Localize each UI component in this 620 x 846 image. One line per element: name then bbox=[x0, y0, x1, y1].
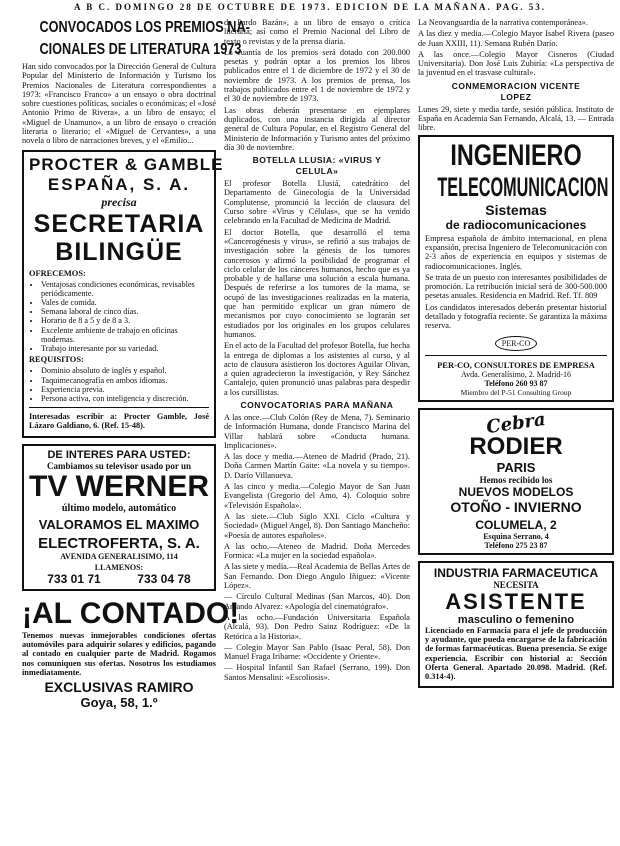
werner-company: ELECTROFERTA, S. A. bbox=[38, 534, 200, 552]
premios-continuation: de Pardo Bazán», a un libro de ensayo o crítica literaria; así como el Premio Nacional del Libro de texto o revistas y de la prensa diaria. bbox=[224, 18, 410, 46]
list-item: • Semana laboral de cinco días. bbox=[41, 307, 209, 316]
botella-p1: El profesor Botella Llusiá, catedrático del Departamento de Ginecología de la Universidad Complutense, pronunció la lección de clausura del Curso sobre «Virus y Células», que se ha venido celebrando en la Facultad de Medicina de Madrid. bbox=[224, 179, 410, 226]
procter-ofrecemos-label: OFRECEMOS: bbox=[29, 268, 86, 278]
rodier-ad bbox=[418, 408, 614, 555]
contado-title: ¡AL CONTADO! bbox=[22, 596, 240, 630]
perco-consultora: PER-CO, CONSULTORES DE EMPRESA bbox=[437, 359, 595, 370]
column-right bbox=[418, 18, 614, 694]
list-item: • Vales de comida. bbox=[41, 298, 209, 307]
procter-reqs-list bbox=[29, 366, 209, 403]
perco-member: Miembro del P-51 Consulting Group bbox=[460, 387, 572, 397]
divider bbox=[29, 407, 209, 408]
convocatoria-item: A las once.—Club Colón (Rey de Mena, 7). Seminario de Información Humana, donde Francisco Marina del Villar hablará sobre «Conducta humana. Implicaciones». bbox=[224, 412, 410, 450]
ingeniero-p1: Empresa española de ámbito internacional, en plena expansión, precisa Ingeniero de Telecomunicación con 2-3 años de experiencia en equipos y sistemas de radiocomunicaciones. Inglés. bbox=[425, 233, 607, 271]
list-item: • Trabajo interesante por su variedad. bbox=[41, 344, 209, 353]
procter-role-line-2: BILINGÜE bbox=[55, 237, 183, 266]
convocatoria-item: A las doce y media.—Ateneo de Madrid (Prado, 21). Doña Carmen Martín Gaite: «La novela y su tiempo». D. Darío Villanueva. bbox=[224, 452, 410, 480]
premios-cuantia: La cuantía de los premios será dotado con 200.000 pesetas y podrán optar a los premios los libros publicados entre el 1 de diciembre de 1972 y el 30 de noviembre de 1973. A los premios de prensa, los trabajos publicados entre el 1 de noviembre de 1972 y el 30 de noviembre de 1973. bbox=[224, 47, 410, 104]
convocatoria-item: A las cinco y media.—Colegio Mayor de San Juan Evangelista (Gregorio del Amo, 4). Coloquio sobre «Televisión Española». bbox=[224, 482, 410, 510]
procter-offers-list bbox=[29, 280, 209, 354]
botella-p3: En el acto de la Facultad del profesor Botella, fue hecha la entrega de diplomas a los asistentes al curso, y al acto de clausura asistieron los doctores Aguilar Olivan, a quien agradecieron la investigación, y Rey Sánchez Cantalejo, quien pronunció unas palabras para despedir a los cursillistas. bbox=[224, 341, 410, 397]
industria-necesita: NECESITA bbox=[493, 579, 539, 590]
contado-address: Goya, 58, 1.º bbox=[80, 695, 158, 711]
cebra-logo: Cebra bbox=[485, 408, 547, 438]
convocatoria-item: A las once.—Colegio Mayor Cisneros (Ciudad Universitaria). Don José Luis Zubiría: «La perspectiva de la juventud en el trasvase cultural». bbox=[418, 49, 614, 78]
procter-contact: Interesadas escribir a: Procter Gamble, José Lázaro Galdiano, 6. (Ref. 15-48). bbox=[29, 412, 209, 431]
rodier-phone: Teléfono 275 23 87 bbox=[484, 540, 548, 550]
werner-address: AVENIDA GENERALISIMO, 114 bbox=[60, 551, 178, 561]
contado-body: Tenemos nuevas inmejorables condiciones ofertas automóviles para adquirir solares y edificios, pagando al contado en cualquier parte de Madrid. Rogamos nos comuniquen sus ofertas. Nosotros los estudiamos inmediatamente. bbox=[22, 630, 216, 677]
industria-body: Licenciado en Farmacia para el jefe de producción y ayudante, que pueda encargarse de la fabricación de formas farmacéuticas. Buena presencia. Se exige experiencia. Escribir con historial a: Sección Oferta General. Apartado 20.098. Madrid. (Ref. 0.314-4). bbox=[425, 625, 607, 682]
werner-model: último modelo, automático bbox=[61, 502, 177, 514]
convocatoria-item: A las ocho.—Ateneo de Madrid. Doña Mercedes Formica: «La mujer en la sociedad española». bbox=[224, 541, 410, 561]
werner-ad bbox=[22, 444, 216, 591]
werner-intro: DE INTERES PARA USTED: bbox=[47, 448, 191, 461]
werner-phone-1: 733 01 71 bbox=[47, 571, 101, 586]
premios-plazos: Las obras deberán presentarse en ejemplares duplicados, con una instancia dirigida al director general de Cultura Popular, en el Registro General del Ministerio de Información y Turismo antes del próximo día 30 de noviembre. bbox=[224, 105, 410, 152]
divider bbox=[425, 355, 607, 356]
rodier-street: COLUMELA, 2 bbox=[475, 517, 557, 532]
premios-title-line-2: CIONALES DE LITERATURA 1973 bbox=[39, 41, 242, 58]
rodier-hemos: Hemos recibido los bbox=[479, 474, 553, 485]
convocatorias-title: CONVOCATORIAS PARA MAÑANA bbox=[240, 399, 394, 410]
procter-ad bbox=[22, 150, 224, 438]
list-item: • Taquimecanografía en ambos idiomas. bbox=[41, 376, 209, 385]
industria-role: ASISTENTE bbox=[445, 588, 587, 614]
contado-ad bbox=[22, 596, 240, 711]
ingeniero-title-line-2: TELECOMUNICACION bbox=[437, 171, 609, 202]
premios-body: Han sido convocados por la Dirección General de Cultura Popular del Ministerio de Información y Turismo los Premios Nacionales de Literatura correspondientes a 1973: «Francisco Franco» a un ensayo o obra doctrinal sobre cuestiones políticas, sociales o económicas; el «José Antonio Primo de Rivera», a un libro de ensayo; el «Miguel de Unamuno», a un libro de ensayo o creación literaria o literario; el «Miguel de Cervantes», a una novela o libro de narraciones breves, y el «Emilio... bbox=[22, 62, 216, 146]
list-item: • Persona activa, con inteligencia y discreción. bbox=[41, 394, 209, 403]
convocatoria-item: A las ocho.—Fundación Universitaria Española (Alcalá, 93). Don Pedro Sainz Rodríguez: «De la Retórica a la Historia». bbox=[224, 612, 410, 641]
conmemoracion-article bbox=[418, 81, 614, 133]
perco-address: Avda. Generalísimo, 2. Madrid-16 bbox=[460, 369, 572, 379]
industria-ad bbox=[418, 561, 614, 689]
procter-role-line-1: SECRETARIA bbox=[33, 209, 205, 238]
list-item: • Experiencia previa. bbox=[41, 385, 209, 394]
procter-company-line-1: PROCTER & GAMBLE bbox=[29, 154, 224, 174]
conmemoracion-body: Lunes 29, siete y media tarde, sesión pública. Instituto de España en Academia San Fernando, Alcalá, 13. — Entrada libre. bbox=[418, 104, 614, 133]
rodier-city: PARIS bbox=[496, 459, 536, 475]
premios-article bbox=[22, 18, 250, 146]
procter-precisa: precisa bbox=[101, 194, 137, 209]
werner-phone-2: 733 04 78 bbox=[137, 571, 191, 586]
ingeniero-ad bbox=[418, 135, 614, 402]
procter-company-line-2: ESPAÑA, S. A. bbox=[47, 174, 191, 194]
conmemoracion-title-line-2: LOPEZ bbox=[500, 91, 532, 102]
rodier-season: OTOÑO - INVIERNO bbox=[450, 498, 582, 515]
column-middle bbox=[224, 18, 410, 684]
column-left bbox=[22, 18, 250, 716]
rodier-brand: RODIER bbox=[469, 432, 563, 460]
industria-title: INDUSTRIA FARMACEUTICA bbox=[433, 565, 599, 580]
werner-brand: TV WERNER bbox=[29, 469, 209, 503]
page-header: A B C. DOMINGO 28 DE OCTUBRE DE 1973. EDICION DE LA MAÑANA. PAG. 53. bbox=[73, 2, 547, 12]
convocatoria-item: — Colegio Mayor San Pablo (Isaac Peral, 58). Don Manuel Fraga Iribarne: «Occidente y Oriente». bbox=[224, 642, 410, 662]
werner-llamenos: LLAMENOS: bbox=[94, 562, 144, 572]
ingeniero-p2: Se trata de un puesto con interesantes posibilidades de promoción. La retribución inicial será de 300-500.000 pesetas anuales. Residencia en Madrid. Ref. Tf. 809 bbox=[425, 272, 607, 301]
perco-logo: PER-CO bbox=[495, 336, 537, 351]
convocatoria-item: — Hospital Infantil San Rafael (Serrano, 199). Don Santos Mensalini: «Escoliosis». bbox=[224, 663, 410, 682]
industria-gender: masculino o femenino bbox=[457, 613, 575, 626]
perco-phone: Teléfono 260 93 87 bbox=[484, 378, 548, 388]
convocatoria-item: — Círculo Cultural Medinas (San Marcos, 40). Don Amando Alvarez: «Apología del cinematógrafo». bbox=[224, 592, 410, 611]
convocatorias-continuation: La Neovanguardia de la narrativa contemporánea». bbox=[418, 18, 589, 27]
werner-sub: Cambiamos su televisor usado por un bbox=[47, 460, 191, 471]
botella-title-line-2: CELULA» bbox=[295, 166, 339, 177]
list-item: • Ventajosas condiciones económicas, revisables periódicamente. bbox=[41, 280, 209, 298]
list-item: • Excelente ambiente de trabajo en oficinas modernas. bbox=[41, 326, 209, 344]
contado-company: EXCLUSIVAS RAMIRO bbox=[44, 679, 194, 696]
rodier-corner: Esquina Serrano, 4 bbox=[483, 531, 549, 541]
ingeniero-subtitle-line-1: Sistemas bbox=[485, 201, 547, 218]
werner-phones bbox=[29, 572, 209, 586]
procter-requisitos-label: REQUISITOS: bbox=[29, 355, 84, 365]
ingeniero-title-line-1: INGENIERO bbox=[450, 138, 582, 172]
list-item: • Horario de 8 a 5 y de 8 a 3. bbox=[41, 316, 209, 325]
convocatorias-article bbox=[224, 400, 410, 682]
rodier-modelos: NUEVOS MODELOS bbox=[458, 484, 574, 499]
convocatoria-item: A las siete y media.—Real Academia de Bellas Artes de San Fernando. Don Diego Angulo Iñiguez: «Vicente López». bbox=[224, 562, 410, 591]
botella-title-line-1: BOTELLA LLUSIA: «VIRUS Y bbox=[252, 155, 382, 166]
botella-p2: El doctor Botella, que desarrolló el tema «Cancerogénesis y virus», se refirió a sus trabajos de investigación sobre la génesis de los tumores cancerosos y afirmó la posibilidad de programar el ciclo celular de los cánceres humanos, hecho que es ya probable y de hallarse una solución a escala humana. Después de referirse a los tumores de la mama, se ocupó de las investigaciones realizadas en la materia, que han permitido explicar un gran número de mecanismos por cuyo conocimiento se lograrán ser estudiados por los originales en los grupos celulares humanos. bbox=[224, 227, 410, 339]
convocatoria-item: A las siete.—Club Siglo XXI. Ciclo «Cultura y Sociedad» (Miguel Angel, 8). Don Santiago Mancheño: «Poesía de autores españoles». bbox=[224, 511, 410, 540]
ingeniero-p3: Los candidatos interesados deberán presentar historial detallado y fotografía reciente. Se garantiza la máxima reserva. bbox=[425, 302, 607, 331]
werner-valoramos: VALORAMOS EL MAXIMO bbox=[38, 516, 200, 532]
conmemoracion-title-line-1: CONMEMORACION VICENTE bbox=[451, 80, 581, 91]
ingeniero-subtitle-line-2: de radiocomunicaciones bbox=[445, 217, 587, 232]
botella-article bbox=[224, 155, 410, 397]
list-item: • Dominio absoluto de inglés y español. bbox=[41, 366, 209, 375]
convocatoria-item: A las diez y media.—Colegio Mayor Isabel Rivera (paseo de Juan XXIII, 11). Semana Rubén Darío. bbox=[418, 29, 614, 48]
premios-title-line-1: CONVOCADOS LOS PREMIOS NA- bbox=[39, 19, 250, 36]
